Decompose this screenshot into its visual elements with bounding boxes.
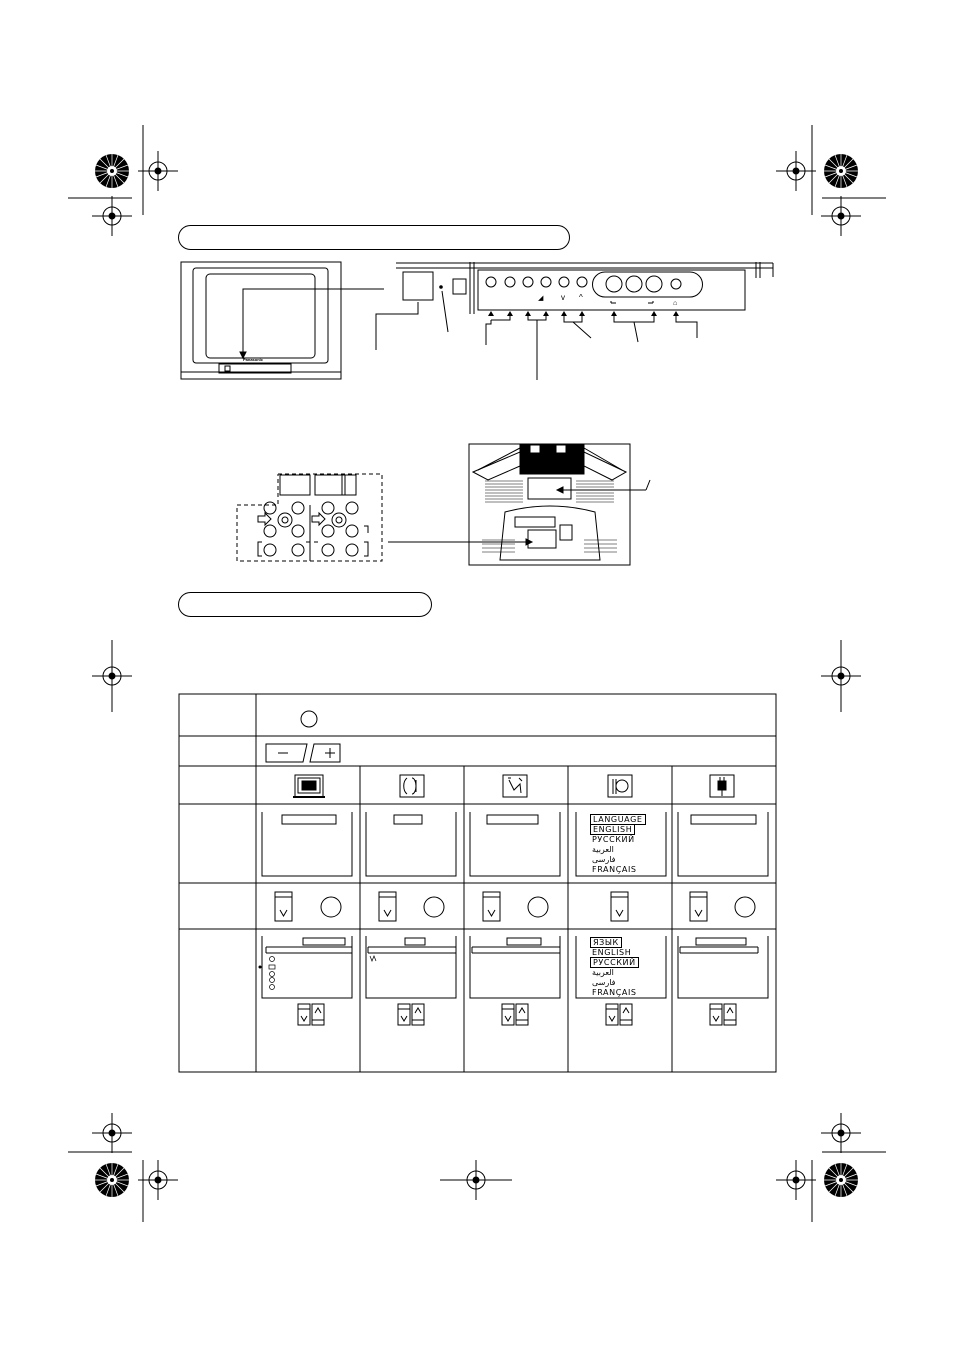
language-option[interactable]: فارسی bbox=[592, 855, 616, 864]
language-menu-title-changed: ЯЗЫК bbox=[590, 938, 622, 948]
language-menu-title: LANGUAGE bbox=[590, 815, 646, 825]
language-option[interactable]: العربية bbox=[592, 845, 614, 854]
svg-text:v: v bbox=[561, 293, 565, 302]
language-option-selected[interactable]: РУССКИЙ bbox=[590, 958, 639, 968]
language-option[interactable]: РУССКИЙ bbox=[592, 835, 635, 844]
language-option[interactable]: FRANÇAIS bbox=[592, 865, 637, 874]
language-option-selected[interactable]: ENGLISH bbox=[590, 825, 635, 835]
svg-text:^: ^ bbox=[579, 293, 583, 302]
language-option[interactable]: ENGLISH bbox=[592, 948, 632, 957]
language-option[interactable]: العربية bbox=[592, 968, 614, 977]
svg-text:⌂: ⌂ bbox=[673, 300, 678, 307]
language-option[interactable]: فارسی bbox=[592, 978, 616, 987]
brand-logo: Panasonic bbox=[243, 357, 264, 362]
language-option[interactable]: FRANÇAIS bbox=[592, 988, 637, 997]
svg-text:◢: ◢ bbox=[538, 295, 544, 302]
